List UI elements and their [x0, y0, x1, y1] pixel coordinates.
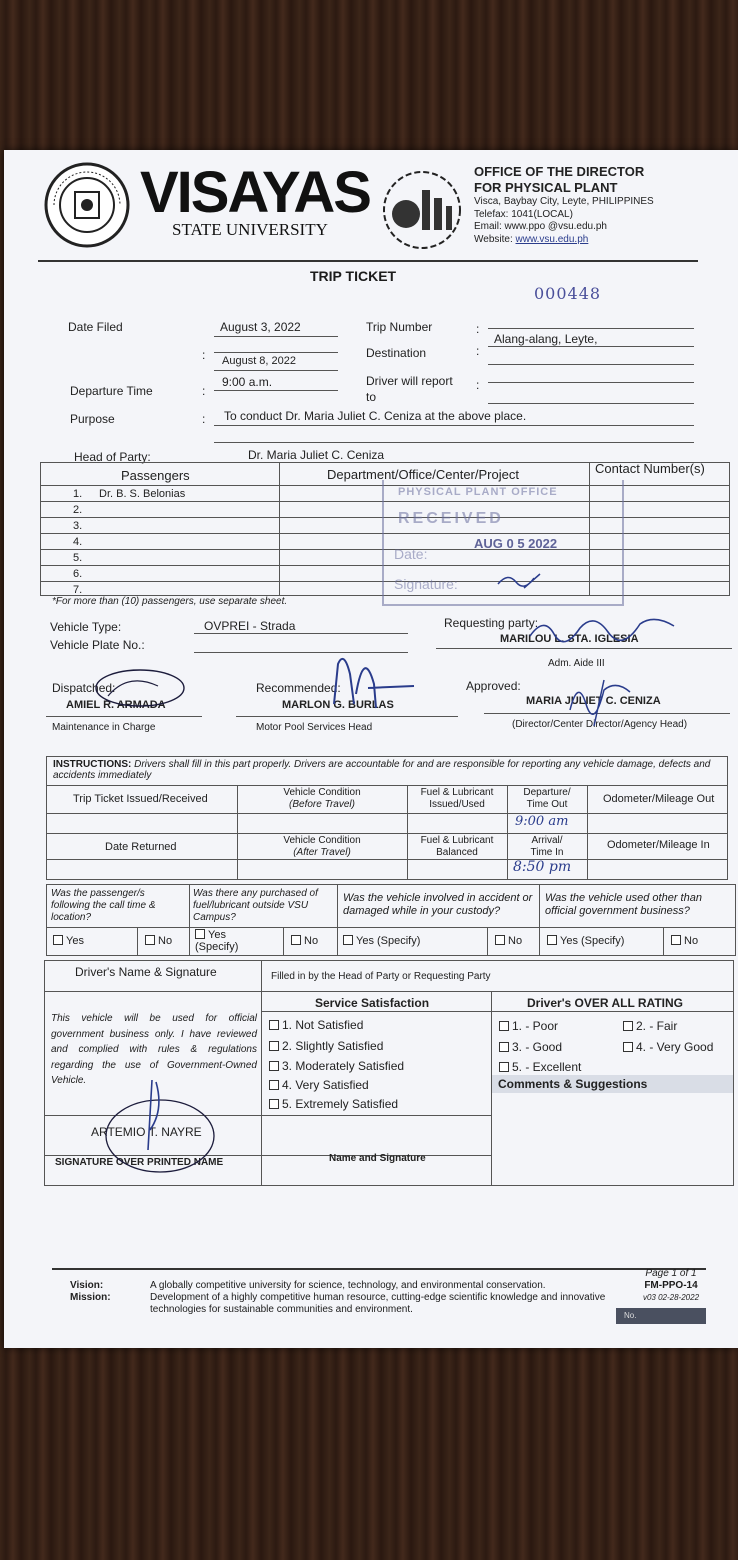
page-number: Page 1 of 1 [645, 1268, 697, 1279]
driver-section-title: Driver's Name & Signature [75, 965, 217, 979]
checkbox[interactable] [343, 935, 353, 945]
q3-yes-option[interactable] [343, 935, 420, 947]
row-divider [47, 927, 735, 928]
col-divider [337, 885, 338, 955]
office-contact [474, 196, 654, 246]
option-label: 2. Slightly Satisfied [282, 1039, 384, 1053]
q1-no-option[interactable] [145, 935, 172, 947]
university-subtitle: STATE UNIVERSITY [172, 220, 328, 239]
row-divider [47, 833, 727, 834]
instructions-table [46, 756, 728, 880]
recommended-name: MARLON G. BURLAS [282, 699, 394, 711]
option-label: 5. - Excellent [512, 1060, 582, 1074]
header-divider [38, 260, 698, 262]
colon: : [202, 348, 206, 362]
passenger-num: 2. [73, 504, 83, 516]
fuel-balanced-header [407, 835, 507, 859]
departure-header [507, 787, 587, 811]
date-filed-line [214, 336, 338, 337]
option-label: 1. - Poor [512, 1019, 559, 1033]
option-specify: (Specify) [195, 941, 239, 953]
approved-title: (Director/Center Director/Agency Head) [512, 719, 688, 730]
checkbox[interactable] [623, 1042, 633, 1052]
department-header: Department/Office/Center/Project [327, 467, 519, 482]
odometer-in-header: Odometer/Mileage In [607, 839, 710, 851]
q3-no-option[interactable] [495, 935, 522, 947]
checkbox[interactable] [269, 1020, 279, 1030]
passenger-num: 7. [73, 584, 83, 596]
passenger-num: 5. [73, 552, 83, 564]
option-label: No [158, 935, 173, 947]
colon: : [476, 322, 480, 336]
passenger-name: Dr. B. S. Belonias [99, 488, 186, 500]
checkbox[interactable] [291, 935, 301, 945]
website-link[interactable]: www.vsu.edu.ph [515, 233, 589, 245]
trip-number-label: Trip Number [366, 320, 433, 334]
satisfaction-option-1[interactable] [269, 1018, 363, 1032]
fuel-issued-line2: Issued/Used [429, 799, 485, 810]
dispatched-signature-icon [88, 666, 188, 712]
requesting-party-label: Requesting party: [444, 616, 539, 630]
mission-label: Mission: [70, 1292, 111, 1303]
condition-before-line2: (Before Travel) [289, 799, 355, 810]
stamp-signature-mark-icon [494, 568, 554, 592]
checkbox[interactable] [499, 1021, 509, 1031]
row-divider [47, 859, 727, 860]
odometer-out-header: Odometer/Mileage Out [603, 793, 715, 805]
comments-header-bar [492, 1075, 733, 1093]
arrival-header [507, 835, 587, 859]
checkbox[interactable] [269, 1099, 279, 1109]
row-divider [47, 813, 727, 814]
doc-number-label: No. [624, 1311, 637, 1320]
vehicle-plate-label: Vehicle Plate No.: [50, 638, 145, 652]
dispatched-line [46, 716, 202, 717]
option-label: No [684, 935, 699, 947]
head-of-party-value: Dr. Maria Juliet C. Ceniza [248, 448, 385, 462]
checkbox[interactable] [495, 935, 505, 945]
requesting-signature-icon [524, 606, 684, 650]
option-label: Yes (Specify) [356, 935, 421, 947]
university-seal-icon [44, 162, 130, 248]
departure-line2: Time Out [526, 799, 568, 810]
office-line-2: FOR PHYSICAL PLANT [474, 180, 618, 195]
office-address: Visca, Baybay City, Leyte, PHILIPPINES [474, 196, 654, 207]
requesting-party-name: MARILOU L. STA. IGLESIA [500, 633, 639, 645]
checkbox[interactable] [499, 1062, 509, 1072]
q2-yes-option[interactable] [195, 929, 238, 953]
col-divider [539, 885, 540, 955]
satisfaction-option-5[interactable] [269, 1097, 398, 1111]
col-divider [587, 785, 588, 879]
fuel-issued-line1: Fuel & Lubricant [420, 787, 494, 798]
rating-good[interactable] [499, 1040, 562, 1054]
office-line-1: OFFICE OF THE DIRECTOR [474, 164, 645, 179]
q1-yes-option[interactable] [53, 935, 84, 947]
colon: : [476, 344, 480, 358]
report-line-1 [488, 382, 694, 383]
driver-statement: This vehicle will be used for official government business only. I have reviewed and complied with rules & regulations regarding the use of Government-Owned Vehicle. [51, 1013, 257, 1086]
driver-signature-icon [104, 1070, 224, 1190]
col-divider [137, 927, 138, 955]
recommended-signature-icon [304, 644, 424, 728]
option-label: No [508, 935, 523, 947]
office-title [474, 164, 644, 196]
office-telefax: Telefax: 1041(LOCAL) [474, 208, 573, 220]
checkbox[interactable] [269, 1061, 279, 1071]
trip-issued-header: Trip Ticket Issued/Received [73, 793, 208, 805]
mission-text: Development of a highly competitive human resource, cutting-edge scientific knowledge and innovative technologies for sustainable communities and environment. [150, 1292, 606, 1315]
col-divider [261, 961, 262, 1185]
passengers-header: Passengers [121, 468, 190, 483]
checkbox[interactable] [547, 935, 557, 945]
passenger-note: *For more than (10) passengers, use separate sheet. [52, 596, 288, 607]
option-label: 3. Moderately Satisfied [282, 1059, 405, 1073]
condition-after-header [237, 835, 407, 859]
stamp-office: PHYSICAL PLANT OFFICE [398, 486, 558, 498]
option-label: 1. Not Satisfied [282, 1018, 364, 1032]
name-signature-label: Name and Signature [329, 1153, 426, 1164]
trip-number-line [488, 328, 694, 329]
vehicle-type-value: OVPREI - Strada [204, 619, 296, 633]
vision-label: Vision: [70, 1280, 104, 1291]
fuel-issued-header [407, 787, 507, 811]
passenger-num: 1. [73, 488, 83, 500]
rating-excellent[interactable] [499, 1060, 581, 1074]
row-divider [47, 785, 727, 786]
doc-number-bar [616, 1308, 706, 1324]
time-in-value: 8:50 pm [513, 859, 572, 875]
passenger-num: 6. [73, 568, 83, 580]
report-label: Driver will report [366, 374, 453, 388]
purpose-line-1 [214, 425, 694, 426]
driver-signature-label: SIGNATURE OVER PRINTED NAME [55, 1157, 224, 1168]
form-version: v03 02-28-2022 [642, 1293, 700, 1302]
q2-no-option[interactable] [291, 935, 318, 947]
date-travel-value: August 8, 2022 [222, 355, 297, 367]
question-unofficial-use: Was the vehicle used other than official government business? [545, 892, 702, 917]
colon: : [202, 384, 206, 398]
comments-header: Comments & Suggestions [498, 1077, 648, 1091]
vehicle-type-line [194, 633, 408, 634]
q4-yes-option[interactable] [547, 935, 624, 947]
colon: : [476, 378, 480, 392]
date-returned-header: Date Returned [105, 841, 177, 853]
stamp-signature-label: Signature: [394, 576, 458, 592]
physical-plant-gear-logo-icon [376, 168, 472, 252]
vehicle-type-label: Vehicle Type: [50, 620, 122, 634]
rating-title: Driver's OVER ALL RATING [527, 996, 683, 1010]
date-filed-value: August 3, 2022 [220, 320, 301, 334]
departure-time-line [214, 390, 338, 391]
stamp-received: RECEIVED [398, 510, 504, 527]
recommended-title: Motor Pool Services Head [256, 722, 373, 733]
rating-poor[interactable] [499, 1019, 558, 1033]
purpose-value: To conduct Dr. Maria Juliet C. Ceniza at the above place. [224, 409, 527, 423]
purpose-label: Purpose [70, 412, 115, 426]
satisfaction-option-3[interactable] [269, 1059, 404, 1073]
contact-header: Contact Number(s) [595, 461, 705, 476]
condition-before-line1: Vehicle Condition [283, 787, 361, 798]
condition-before-header [237, 787, 407, 811]
colon: : [202, 412, 206, 426]
date-travel-line [214, 370, 338, 371]
option-label: Yes [66, 935, 84, 947]
head-of-party-label: Head of Party: [74, 450, 151, 464]
col-divider [283, 927, 284, 955]
dispatched-title: Maintenance in Charge [52, 722, 156, 733]
satisfaction-option-2[interactable] [269, 1039, 383, 1053]
office-email: Email: www.ppo @vsu.edu.ph [474, 221, 607, 232]
checkbox[interactable] [623, 1021, 633, 1031]
departure-line1: Departure/ [523, 787, 571, 798]
checkbox[interactable] [269, 1041, 279, 1051]
option-label: Yes (Specify) [560, 935, 625, 947]
q4-no-option[interactable] [671, 935, 698, 947]
destination-label: Destination [366, 346, 427, 360]
satisfaction-option-4[interactable] [269, 1078, 369, 1092]
passenger-num: 4. [73, 536, 83, 548]
stamp-date-label: Date: [394, 546, 428, 562]
col-divider [279, 463, 280, 595]
checkbox[interactable] [499, 1042, 509, 1052]
checkbox[interactable] [269, 1080, 279, 1090]
report-line-2 [488, 403, 694, 404]
destination-line-1 [488, 346, 694, 347]
passenger-num: 3. [73, 520, 83, 532]
approved-signature-icon [564, 670, 654, 730]
checkbox[interactable] [195, 929, 205, 939]
option-label: No [304, 935, 319, 947]
checkbox[interactable] [53, 935, 63, 945]
option-label: 3. - Good [512, 1040, 563, 1054]
option-label: 2. - Fair [636, 1019, 678, 1033]
instructions-text [53, 759, 723, 781]
requesting-party-title: Adm. Aide III [548, 658, 605, 669]
recommended-label: Recommended: [256, 681, 341, 695]
form-title: TRIP TICKET [310, 268, 397, 284]
website-label: Website: [474, 233, 513, 245]
departure-time-label: Departure Time [70, 384, 153, 398]
fuel-balanced-line2: Balanced [436, 847, 478, 858]
instructions-label: INSTRUCTIONS: [53, 759, 132, 770]
form-code-block [626, 1268, 716, 1304]
destination-value: Alang-alang, Leyte, [494, 332, 598, 346]
stamp-date-value: AUG 0 5 2022 [474, 536, 558, 551]
fuel-balanced-line1: Fuel & Lubricant [420, 835, 494, 846]
purpose-line-2 [214, 442, 694, 443]
option-label: 5. Extremely Satisfied [282, 1097, 399, 1111]
approved-name: MARIA JULIET C. CENIZA [526, 695, 661, 707]
condition-after-line1: Vehicle Condition [283, 835, 361, 846]
approved-label: Approved: [466, 679, 521, 693]
row-divider [261, 1011, 733, 1012]
rating-very-good[interactable] [623, 1040, 713, 1054]
arrival-line1: Arrival/ [531, 835, 563, 846]
question-call-time: Was the passenger/s following the call time & location? [51, 888, 156, 923]
dispatched-name: AMIEL R. ARMADA [66, 699, 166, 711]
option-label: Yes [208, 929, 226, 941]
option-label: 4. - Very Good [636, 1040, 714, 1054]
condition-after-line2: (After Travel) [293, 847, 351, 858]
time-out-value: 9:00 am [515, 814, 569, 829]
trip-ticket-document [4, 150, 738, 1348]
date-line-2 [214, 352, 338, 353]
questions-table [46, 884, 736, 956]
instructions-body: Drivers shall fill in this part properly. Drivers are accountable for and are responsible for reporting any vehicle damage, defects and accidents immediately [53, 759, 711, 781]
serial-number: 000448 [534, 284, 602, 303]
university-name: VISAYAS [140, 160, 370, 225]
vision-text: A globally competitive university for science, technology, and environmental conservation. [150, 1280, 546, 1291]
arrival-line2: Time In [530, 847, 564, 858]
departure-time-value: 9:00 a.m. [222, 375, 273, 389]
checkbox[interactable] [145, 935, 155, 945]
form-code: FM-PPO-14 [644, 1280, 698, 1291]
checkbox[interactable] [671, 935, 681, 945]
footer-divider [52, 1268, 706, 1270]
filled-by-note: Filled in by the Head of Party or Requesting Party [271, 971, 491, 982]
date-filed-label: Date Filed [68, 320, 123, 334]
question-accident: Was the vehicle involved in accident or damaged while in your custody? [343, 892, 533, 917]
destination-line-2 [488, 364, 694, 365]
dispatched-label: Dispatched: [52, 681, 116, 695]
satisfaction-title: Service Satisfaction [315, 996, 430, 1010]
option-label: 4. Very Satisfied [282, 1078, 369, 1092]
row-divider [45, 991, 733, 992]
rating-fair[interactable] [623, 1019, 677, 1033]
col-divider [663, 927, 664, 955]
driver-name: ARTEMIO T. NAYRE [91, 1125, 202, 1139]
vision-mission-text [150, 1280, 610, 1316]
col-divider [189, 885, 190, 955]
question-fuel-purchase: Was there any purchased of fuel/lubricant outside VSU Campus? [193, 888, 318, 923]
report-label-to: to [366, 390, 377, 404]
col-divider [487, 927, 488, 955]
